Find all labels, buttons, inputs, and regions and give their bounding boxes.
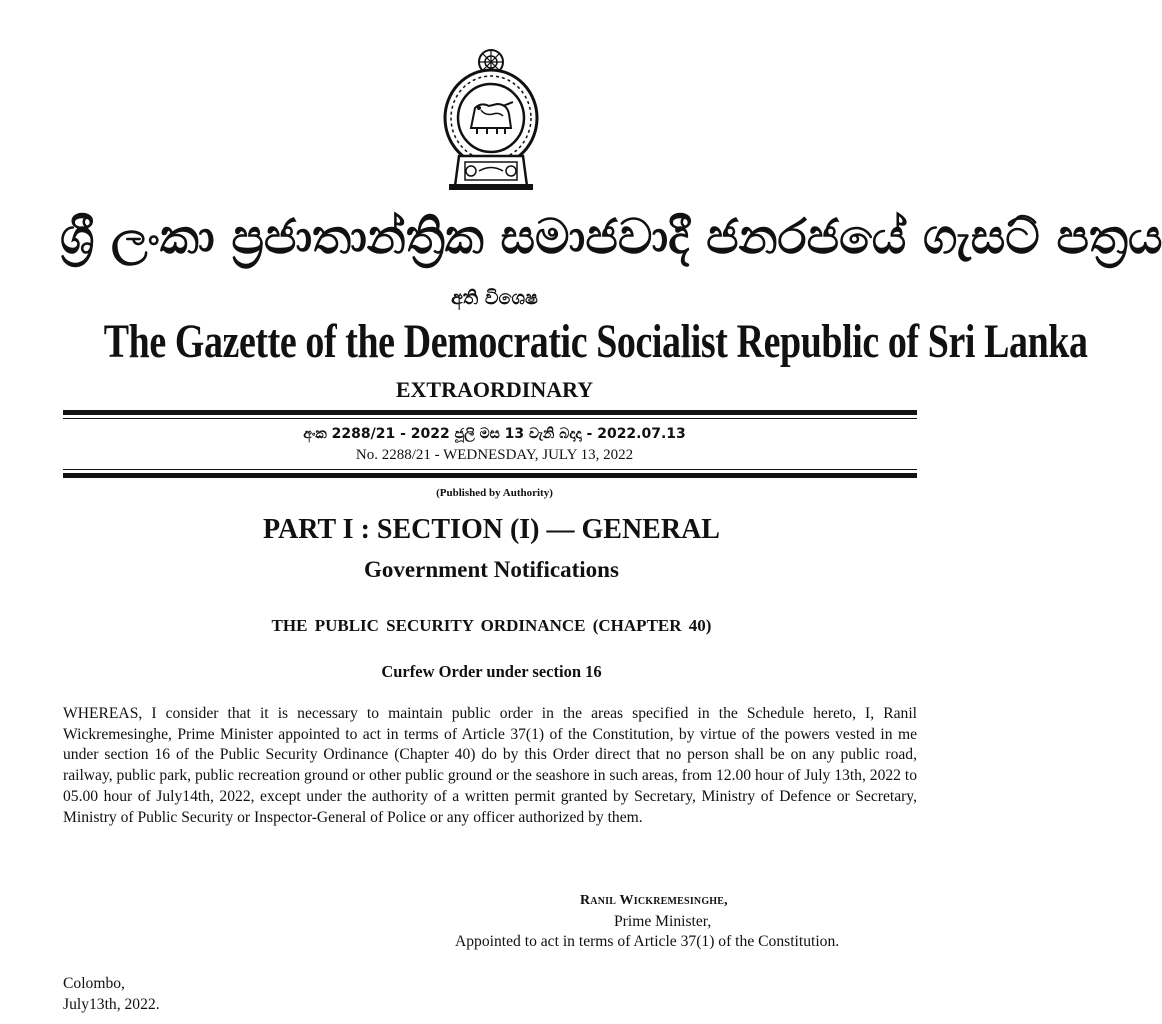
signatory-appointment: Appointed to act in terms of Article 37(1) of the Constitution. [455,933,840,950]
date-of-issue: July13th, 2022. [63,996,160,1013]
divider-top-thin [63,418,917,419]
signatory-name: Ranil Wickremesinghe, [580,893,728,908]
section-heading: Government Notifications [364,557,619,582]
divider-top-thick [63,410,917,415]
part-heading: PART I : SECTION (I) — GENERAL [263,514,720,545]
signatory-title: Prime Minister, [614,913,712,930]
order-heading: Curfew Order under section 16 [381,662,602,681]
issue-number-sinhala: අංක 2288/21 - 2022 ජූලි මස 13 වැනි බදාදා - 2022.07.13 [303,426,686,442]
divider-bottom-thick [63,473,917,478]
sinhala-gazette-title: ශ්‍රී ලංකා ප්‍රජාතාන්ත්‍රික සමාජවාදී ජනරජයේ ගැසට් පත්‍රය [60,209,1162,265]
ordinance-heading: THE PUBLIC SECURITY ORDINANCE (CHAPTER 40) [271,616,712,635]
place-of-issue: Colombo, [63,975,125,992]
emblem-svg [441,44,541,192]
issue-number-english: No. 2288/21 - WEDNESDAY, JULY 13, 2022 [355,447,634,463]
national-emblem-icon [441,44,541,192]
order-body-paragraph: WHEREAS, I consider that it is necessary to maintain public order in the areas specified in the Schedule hereto, I, Ranil Wickremesinghe, Prime Minister appointed to act in terms of Article 37(1) of the Constitution, by virtue of the powers vested in me under section 16 of the Public Security Ordinance (Chapter 40) do by this Order direct that no person shall be on any public road, railway, public park, public recreation ground or other public ground or the seashore in such areas, from 12.00 hour of July 13th, 2022 to 05.00 hour of July14th, 2022, except under the authority of a written permit granted by Secretary, Ministry of Defence or Secretary, Ministry of Public Security or Inspector-General of Police or any officer authorized by them. [63,705,917,826]
extraordinary-label: EXTRAORDINARY [395,377,594,402]
english-gazette-title: The Gazette of the Democratic Socialist Republic of Sri Lanka [103,315,1088,368]
sinhala-extraordinary-label: අති විශෙෂ [451,287,538,309]
divider-bottom-thin [63,469,917,470]
published-by-authority: (Published by Authority) [436,487,553,499]
